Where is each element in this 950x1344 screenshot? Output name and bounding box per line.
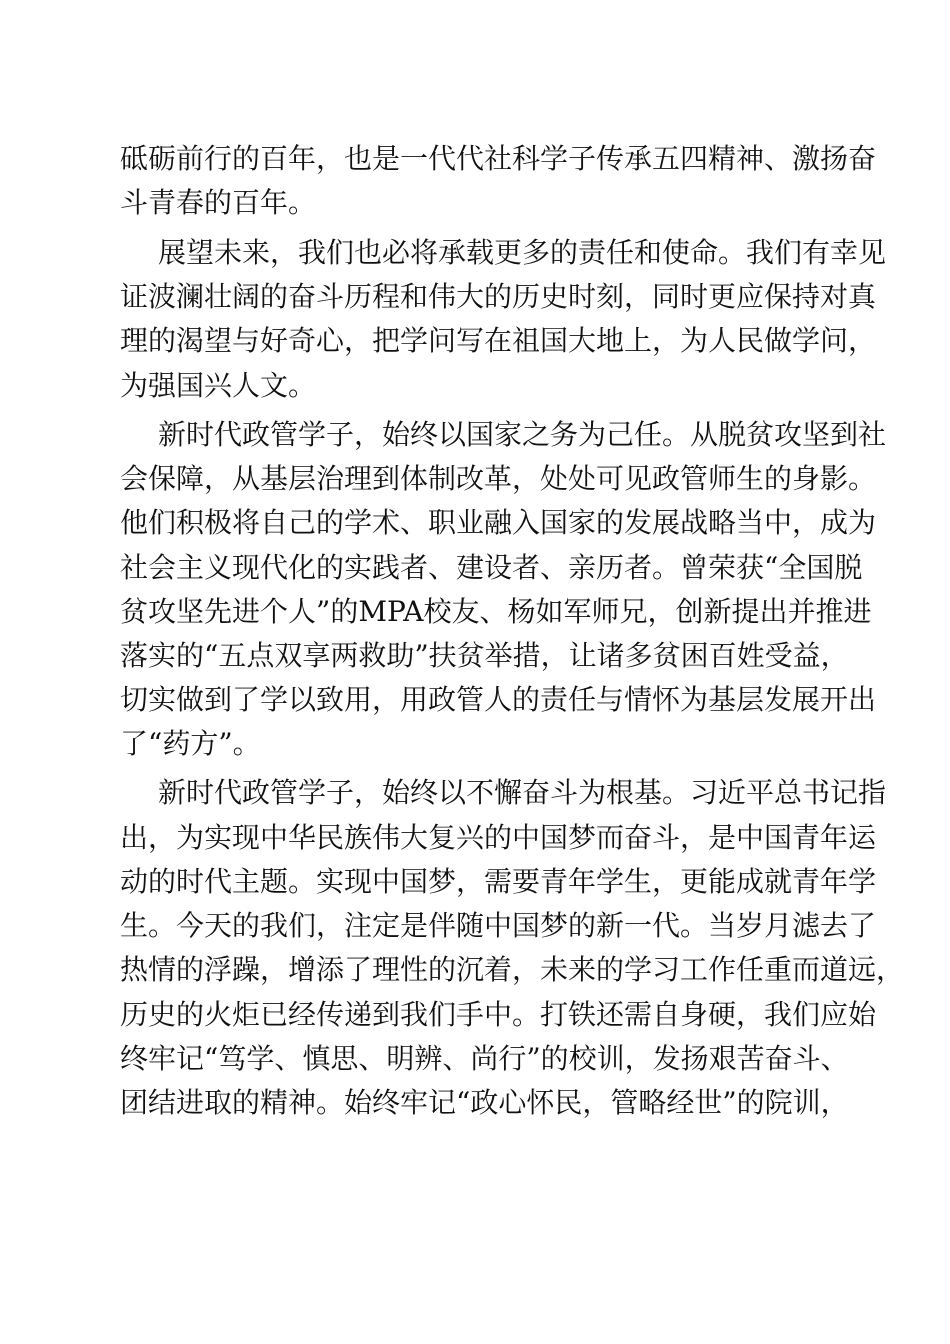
text-line: 动的时代主题。实现中国梦，需要青年学生，更能成就青年学 — [120, 865, 877, 898]
text-line: 斗青春的百年。 — [120, 186, 317, 219]
text-line: 了“药方”。 — [120, 727, 261, 760]
text-line: 落实的“五点双享两救助”扶贫举措，让诸多贫困百姓受益， — [120, 639, 849, 672]
text-line: 砥砺前行的百年，也是一代代社科学子传承五四精神、激扬奋 — [120, 142, 877, 175]
text-line: 理的渴望与好奇心，把学问写在祖国大地上，为人民做学问， — [120, 324, 877, 357]
text-line: 出，为实现中华民族伟大复兴的中国梦而奋斗，是中国青年运 — [120, 821, 877, 854]
text-line: 团结进取的精神。始终牢记“政心怀民，管略经世”的院训， — [120, 1086, 849, 1119]
text-line: 会保障，从基层治理到体制改革，处处可见政管师生的身影。 — [120, 462, 877, 495]
text-line: 社会主义现代化的实践者、建设者、亲历者。曾荣获“全国脱 — [120, 551, 863, 584]
text-line: 他们积极将自己的学术、职业融入国家的发展战略当中，成为 — [120, 506, 877, 539]
text-line: 切实做到了学以致用，用政管人的责任与情怀为基层发展开出 — [120, 683, 877, 716]
text-line: 历史的火炬已经传递到我们手中。打铁还需自身硬，我们应始 — [120, 998, 877, 1031]
text-line: 热情的浮躁，增添了理性的沉着，未来的学习工作任重而道远， — [120, 953, 905, 986]
text-line: 贫攻坚先进个人”的MPA校友、杨如军师兄，创新提出并推进 — [120, 595, 872, 628]
paragraph-first-line: 新时代政管学子，始终以不懈奋斗为根基。习近平总书记指 — [158, 776, 887, 809]
paragraph-first-line: 展望未来，我们也必将承载更多的责任和使命。我们有幸见 — [158, 236, 887, 269]
text-line: 终牢记“笃学、慎思、明辨、尚行”的校训，发扬艰苦奋斗、 — [120, 1042, 849, 1075]
text-line: 生。今天的我们，注定是伴随中国梦的新一代。当岁月滤去了 — [120, 909, 877, 942]
text-line: 证波澜壮阔的奋斗历程和伟大的历史时刻，同时更应保持对真 — [120, 280, 877, 313]
paragraph-first-line: 新时代政管学子，始终以国家之务为己任。从脱贫攻坚到社 — [158, 418, 887, 451]
text-line: 为强国兴人文。 — [120, 369, 317, 402]
